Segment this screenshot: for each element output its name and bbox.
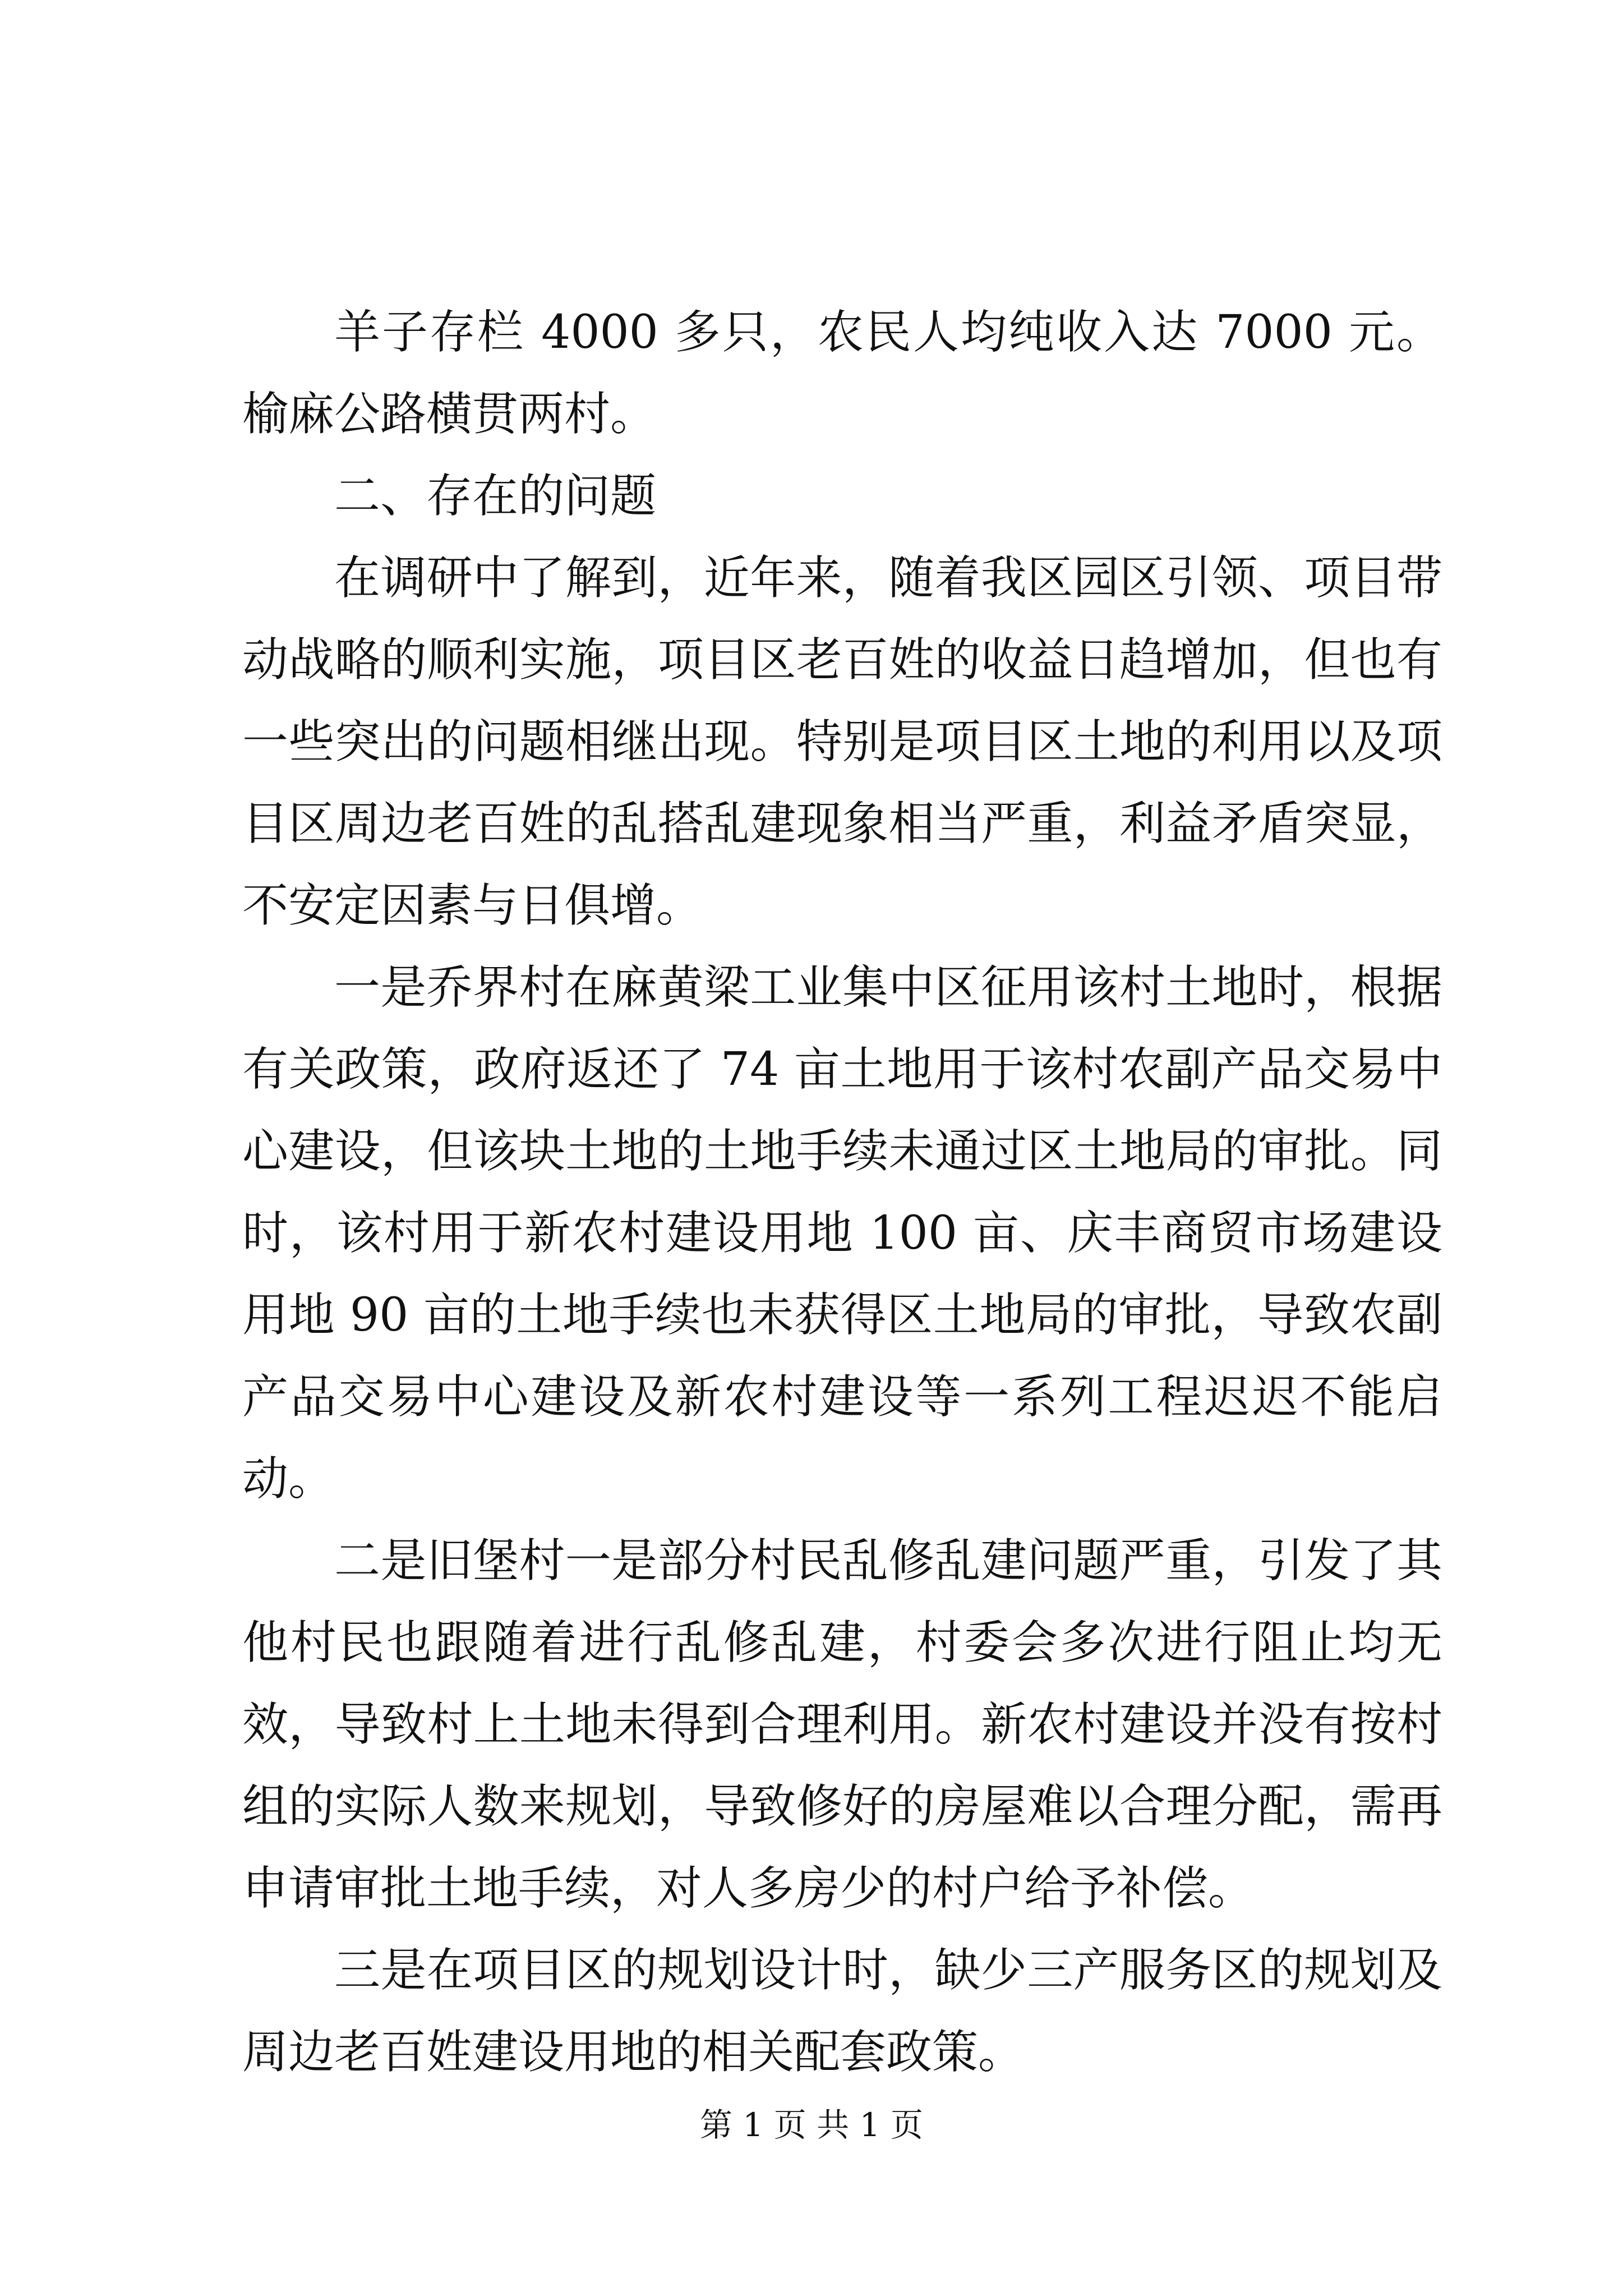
section-heading-problems: 二、存在的问题 [334, 470, 657, 523]
paragraph-planning-issue: 三是在项目区的规划设计时，缺少三产服务区的规划及周边老百姓建设用地的相关配套政策。 [242, 1944, 1442, 2079]
document-body [242, 292, 1442, 2093]
paragraph-research-findings: 在调研中了解到，近年来，随着我区园区引领、项目带动战略的顺利实施，项目区老百姓的收益日趋增加，但也有一些突出的问题相继出现。特别是项目区土地的利用以及项目区周边老百姓的乱搭乱建现象相当严重，利益矛盾突显，不安定因素与日俱增。 [242, 551, 1442, 932]
page-footer: 第 1 页 共 1 页 [700, 2106, 923, 2144]
paragraph-qiaojie-village: 一是乔界村在麻黄梁工业集中区征用该村土地时，根据有关政策，政府返还了 74 亩土地用于该村农副产品交易中心建设，但该块土地的土地手续未通过区土地局的审批。同时，该村用于新农村建设用地 100 亩、庆丰商贸市场建设用地 90 亩的土地手续也未获得区土地局的审批，导致农副产品交易中心建设及新农村建设等一系列工程迟迟不能启动。 [242, 961, 1442, 1506]
paragraph-jiubao-village: 二是旧堡村一是部分村民乱修乱建问题严重，引发了其他村民也跟随着进行乱修乱建，村委会多次进行阻止均无效，导致村上土地未得到合理利用。新农村建设并没有按村组的实际人数来规划，导致修好的房屋难以合理分配，需再申请审批土地手续，对人多房少的村户给予补偿。 [242, 1534, 1442, 1915]
paragraph-livestock-income: 羊子存栏 4000 多只，农民人均纯收入达 7000 元。榆麻公路横贯两村。 [242, 306, 1442, 441]
